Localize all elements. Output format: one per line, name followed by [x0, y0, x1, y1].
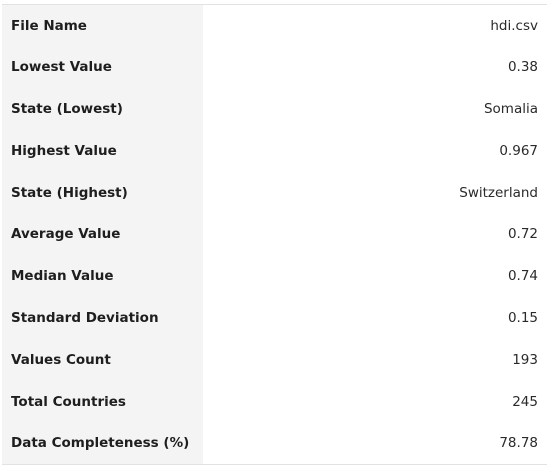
row-value: 78.78	[203, 422, 547, 464]
row-value: 0.74	[203, 255, 547, 297]
table-row-values-count	[2, 339, 547, 381]
statistics-table-body	[2, 5, 547, 465]
table-row-average-value	[2, 213, 547, 255]
row-label: File Name	[2, 5, 203, 47]
row-value: hdi.csv	[203, 5, 547, 47]
row-label: Highest Value	[2, 130, 203, 172]
row-value: Somalia	[203, 88, 547, 130]
row-value: Switzerland	[203, 172, 547, 214]
row-label: State (Lowest)	[2, 88, 203, 130]
table-row-standard-deviation	[2, 297, 547, 339]
table-row-highest-value	[2, 130, 547, 172]
row-value: 0.15	[203, 297, 547, 339]
row-value: 245	[203, 381, 547, 423]
row-label: Average Value	[2, 213, 203, 255]
row-label: Lowest Value	[2, 46, 203, 88]
table-row-median-value	[2, 255, 547, 297]
row-value: 193	[203, 339, 547, 381]
row-label: Median Value	[2, 255, 203, 297]
table-row-file-name	[2, 5, 547, 47]
row-label: State (Highest)	[2, 172, 203, 214]
table-row-state-highest	[2, 172, 547, 214]
table-row-lowest-value	[2, 46, 547, 88]
row-value: 0.967	[203, 130, 547, 172]
statistics-table	[2, 4, 547, 465]
row-value: 0.72	[203, 213, 547, 255]
row-value: 0.38	[203, 46, 547, 88]
row-label: Values Count	[2, 339, 203, 381]
row-label: Standard Deviation	[2, 297, 203, 339]
row-label: Total Countries	[2, 381, 203, 423]
table-row-total-countries	[2, 381, 547, 423]
table-row-state-lowest	[2, 88, 547, 130]
table-row-data-completeness	[2, 422, 547, 464]
row-label: Data Completeness (%)	[2, 422, 203, 464]
